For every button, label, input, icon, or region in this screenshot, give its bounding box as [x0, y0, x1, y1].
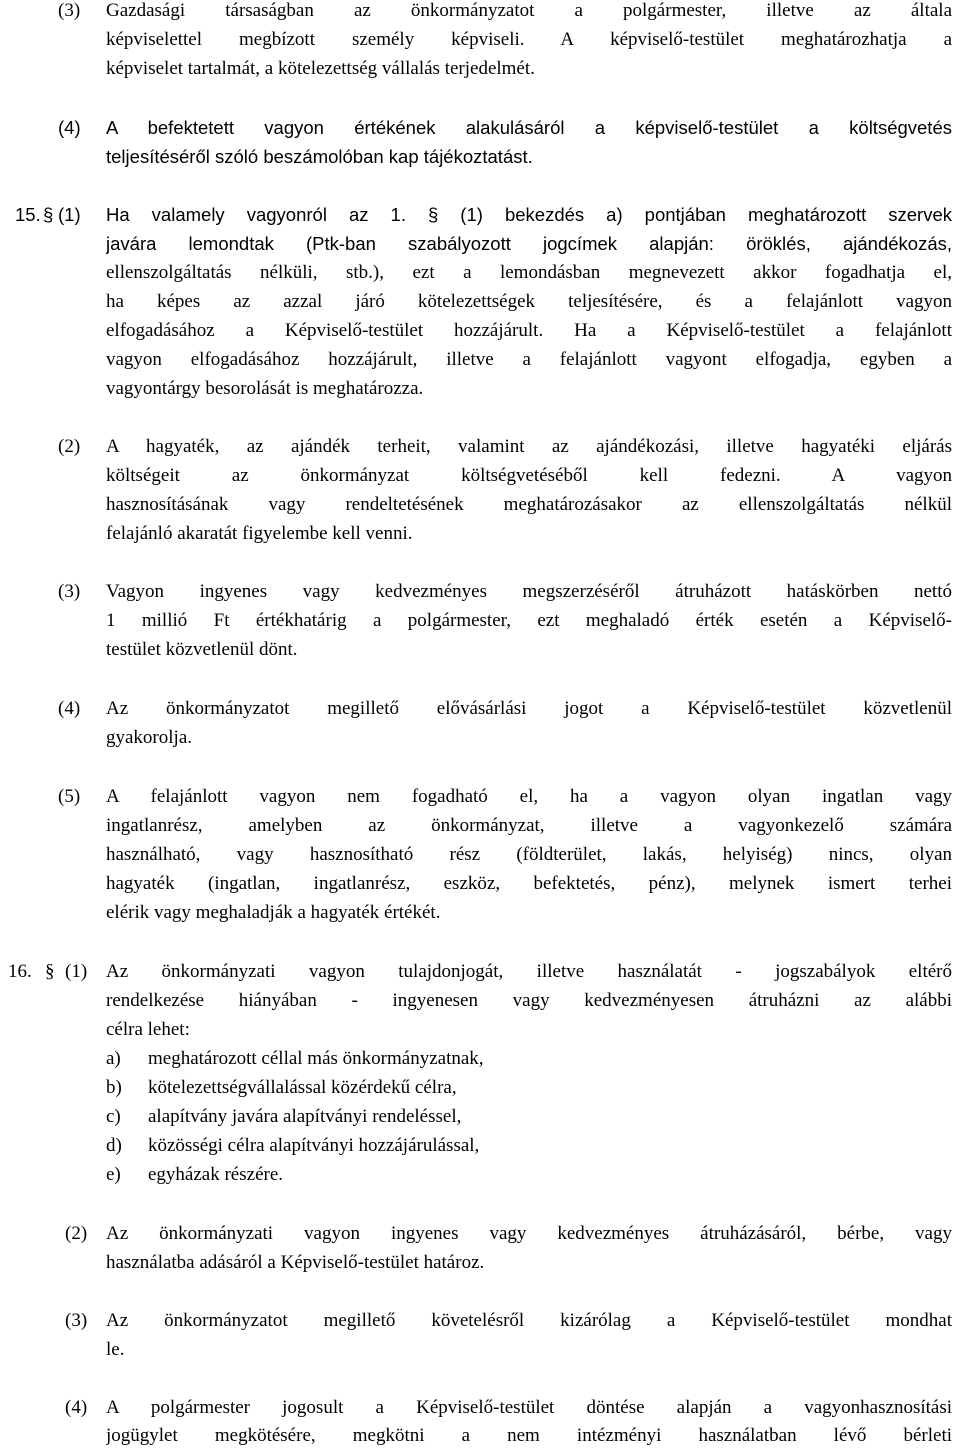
paragraph-line: vagyon elfogadásához hozzájárult, illetve a felajánlott vagyont elfogadja, egyben a	[106, 349, 952, 370]
paragraph-line: javára lemondtak (Ptk-ban szabályozott jogcímek alapján: öröklés, ajándékozás,	[106, 233, 952, 254]
paragraph-label: (4)	[58, 698, 81, 719]
paragraph-line: Az önkormányzati vagyon ingyenes vagy kedvezményes átruházásáról, bérbe, vagy	[106, 1223, 952, 1244]
list-item-letter: c)	[106, 1106, 121, 1127]
paragraph-line: célra lehet:	[106, 1019, 190, 1040]
paragraph-line: jogügylet megkötésére, megkötni a nem intézményi használatban lévő bérleti	[106, 1425, 952, 1446]
paragraph-line: teljesítéséről szóló beszámolóban kap tájékoztatást.	[106, 146, 533, 167]
paragraph-line: ha képes az azzal járó kötelezettségek teljesítésére, és a felajánlott vagyon	[106, 291, 952, 312]
list-item-text: meghatározott céllal más önkormányzatnak,	[148, 1048, 484, 1069]
paragraph-label: (2)	[65, 1223, 88, 1244]
paragraph-line: használható, vagy hasznosítható rész (földterület, lakás, helyiség) nincs, olyan	[106, 844, 952, 865]
paragraph-line: A befektetett vagyon értékének alakulásáról a képviselő-testület a költségvetés	[106, 117, 952, 138]
paragraph-label: (5)	[58, 786, 81, 807]
list-item-text: alapítvány javára alapítványi rendeléssel,	[148, 1106, 462, 1127]
paragraph-label: (2)	[58, 436, 81, 457]
paragraph-line: hasznosításának vagy rendeltetésének meghatározásakor az ellenszolgáltatás nélkül	[106, 494, 952, 515]
section-number: 16.	[8, 961, 32, 982]
paragraph-label: (1)	[65, 961, 88, 982]
paragraph-line: testület közvetlenül dönt.	[106, 639, 298, 660]
paragraph-label: (4)	[58, 117, 81, 138]
paragraph-line: Vagyon ingyenes vagy kedvezményes megszerzéséről átruházott hatáskörben nettó	[106, 581, 952, 602]
list-item-letter: e)	[106, 1164, 121, 1185]
paragraph-line: A felajánlott vagyon nem fogadható el, ha a vagyon olyan ingatlan vagy	[106, 786, 952, 807]
paragraph-line: le.	[106, 1339, 125, 1360]
paragraph-line: 1 millió Ft értékhatárig a polgármester, ezt meghaladó érték esetén a Képviselő-	[106, 610, 952, 631]
paragraph-line: ingatlanrész, amelyben az önkormányzat, illetve a vagyonkezelő számára	[106, 815, 952, 836]
paragraph-line: hagyaték (ingatlan, ingatlanrész, eszköz, befektetés, pénz), melynek ismert terhei	[106, 873, 952, 894]
paragraph-line: A polgármester jogosult a Képviselő-testület döntése alapján a vagyonhasznosítási	[106, 1397, 952, 1418]
paragraph-line: Ha valamely vagyonról az 1. § (1) bekezdés a) pontjában meghatározott szervek	[106, 204, 952, 225]
paragraph-label: (4)	[65, 1397, 88, 1418]
list-item-letter: d)	[106, 1135, 122, 1156]
paragraph-label: (1)	[58, 204, 81, 225]
list-item-text: egyházak részére.	[148, 1164, 284, 1185]
section-number: 15.	[15, 204, 41, 225]
list-item-letter: a)	[106, 1048, 121, 1069]
paragraph-label: (3)	[58, 581, 81, 602]
paragraph-line: A hagyaték, az ajándék terheit, valamint az ajándékozási, illetve hagyatéki eljárás	[106, 436, 952, 457]
paragraph-line: költségeit az önkormányzat költségvetéséből kell fedezni. A vagyon	[106, 465, 952, 486]
paragraph-label: (3)	[65, 1310, 88, 1331]
paragraph-line: vagyontárgy besorolását is meghatározza.	[106, 378, 424, 399]
list-item-text: közösségi célra alapítványi hozzájárulással,	[148, 1135, 480, 1156]
section-sign: §	[45, 961, 55, 982]
paragraph-line: rendelkezése hiányában - ingyenesen vagy kedvezményesen átruházni az alábbi	[106, 990, 952, 1011]
paragraph-line: képviselet tartalmát, a kötelezettség vállalás terjedelmét.	[106, 58, 535, 79]
paragraph-line: képviselettel megbízott személy képviseli. A képviselő-testület meghatározhatja a	[106, 29, 952, 50]
paragraph-label: (3)	[58, 0, 81, 21]
paragraph-line: Az önkormányzatot megillető elővásárlási jogot a Képviselő-testület közvetlenül	[106, 698, 952, 719]
paragraph-line: Az önkormányzatot megillető követelésről kizárólag a Képviselő-testület mondhat	[106, 1310, 952, 1331]
paragraph-line: elfogadásához a Képviselő-testület hozzájárult. Ha a Képviselő-testület a felajánlott	[106, 320, 952, 341]
list-item-letter: b)	[106, 1077, 122, 1098]
paragraph-line: ellenszolgáltatás nélküli, stb.), ezt a lemondásban megnevezett akkor fogadhatja el,	[106, 262, 952, 283]
list-item-text: kötelezettségvállalással közérdekű célra,	[148, 1077, 457, 1098]
paragraph-line: gyakorolja.	[106, 727, 193, 748]
paragraph-line: Gazdasági társaságban az önkormányzatot a polgármester, illetve az általa	[106, 0, 952, 21]
paragraph-line: Az önkormányzati vagyon tulajdonjogát, illetve használatát - jogszabályok eltérő	[106, 961, 952, 982]
section-sign: §	[43, 204, 54, 225]
paragraph-line: használatba adásáról a Képviselő-testület határoz.	[106, 1252, 485, 1273]
paragraph-line: elérik vagy meghaladják a hagyaték értékét.	[106, 902, 441, 923]
paragraph-line: felajánló akaratát figyelembe kell venni.	[106, 523, 413, 544]
